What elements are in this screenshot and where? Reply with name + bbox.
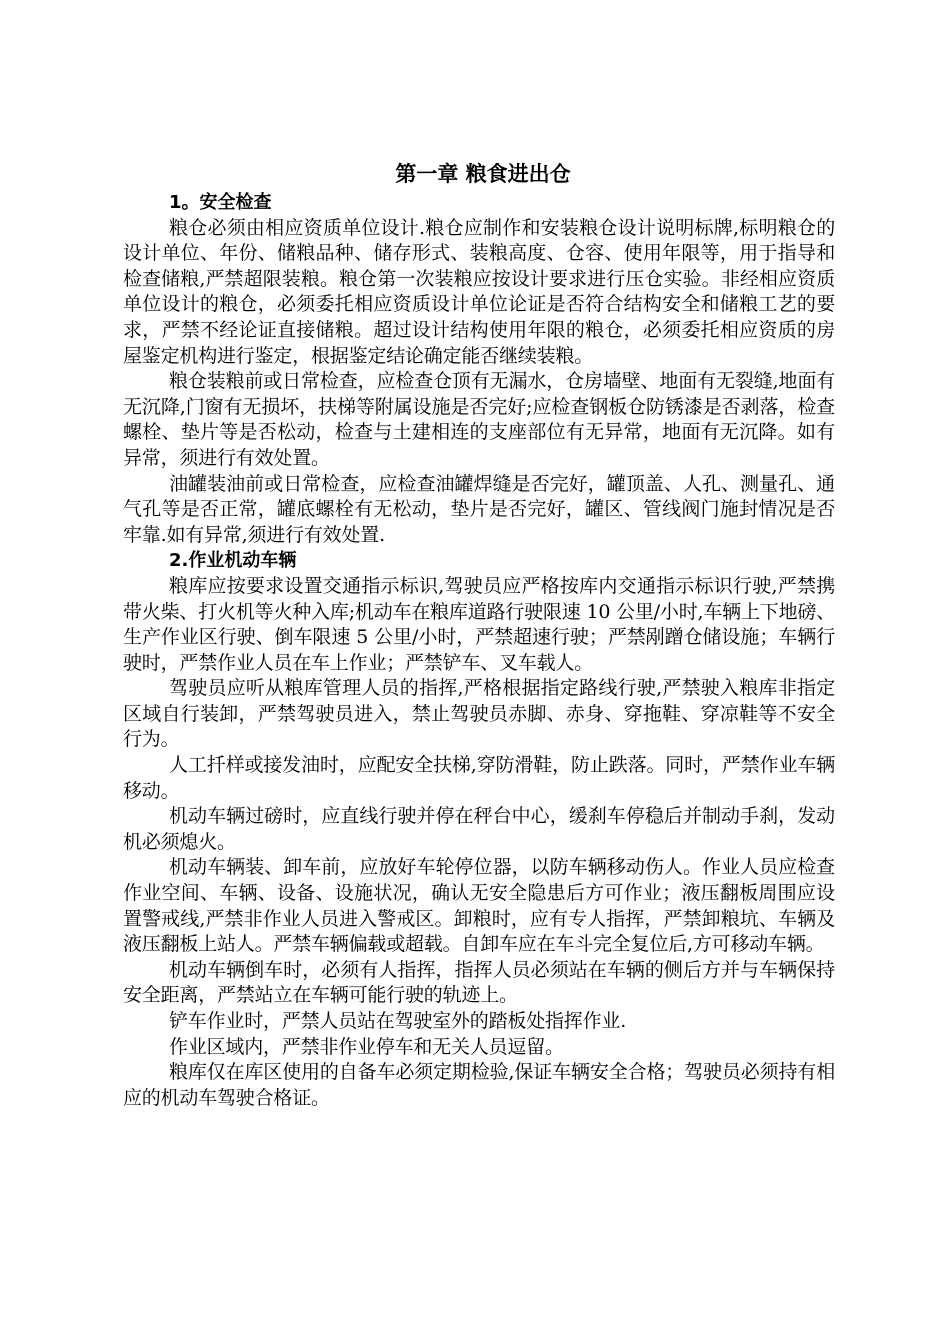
section-safety-check: [123, 190, 835, 548]
paragraph: 油罐装油前或日常检查，应检查油罐焊缝是否完好，罐顶盖、人孔、测量孔、通气孔等是否正常，罐底螺栓有无松动，垫片是否完好，罐区、管线阀门施封情况是否牢靠.如有异常,须进行有效处置.: [123, 472, 835, 546]
document-page: [123, 158, 835, 1111]
paragraph: 作业区域内，严禁非作业停车和无关人员逗留。: [169, 1035, 564, 1058]
chapter-title: 第一章 粮食进出仓: [395, 162, 571, 186]
paragraph: 粮仓装粮前或日常检查，应检查仓顶有无漏水，仓房墙壁、地面有无裂缝,地面有无沉降,门窗有无损坏，扶梯等附属设施是否完好;应检查钢板仓防锈漆是否剥落，检查螺栓、垫片等是否松动，检查与土建相连的支座部位有无异常，地面有无沉降。如有异常，须进行有效处置。: [123, 370, 835, 469]
section-heading: 2.作业机动车辆: [169, 550, 297, 572]
paragraph: 机动车辆装、卸车前，应放好车轮停位器，以防车辆移动伤人。作业人员应检查作业空间、车辆、设备、设施状况，确认无安全隐患后方可作业；液压翻板周围应设置警戒线,严禁非作业人员进入警戒区。卸粮时，应有专人指挥，严禁卸粮坑、车辆及液压翻板上站人。严禁车辆偏载或超载。自卸车应在车斗完全复位后,方可移动车辆。: [123, 856, 835, 956]
paragraph: 铲车作业时，严禁人员站在驾驶室外的踏板处指挥作业.: [169, 1010, 627, 1032]
paragraph: 驾驶员应听从粮库管理人员的指挥,严格根据指定路线行驶,严禁驶入粮库非指定区域自行装卸，严禁驾驶员进入，禁止驾驶员赤脚、赤身、穿拖鞋、穿凉鞋等不安全行为。: [123, 677, 835, 751]
paragraph: 机动车辆倒车时，必须有人指挥，指挥人员必须站在车辆的侧后方并与车辆保持安全距离，严禁站立在车辆可能行驶的轨迹上。: [123, 958, 835, 1007]
section-heading: 1。安全检查: [169, 192, 272, 213]
paragraph: 粮仓必须由相应资质单位设计.粮仓应制作和安装粮仓设计说明标牌,标明粮仓的设计单位、年份、储粮品种、储存形式、装粮高度、仓容、使用年限等，用于指导和检查储粮,严禁超限装粮。粮仓第一次装粮应按设计要求进行压仓实验。非经相应资质单位设计的粮仓，必须委托相应资质设计单位论证是否符合结构安全和储粮工艺的要求，严禁不经论证直接储粮。超过设计结构使用年限的粮仓，必须委托相应资质的房屋鉴定机构进行鉴定，根据鉴定结论确定能否继续装粮。: [123, 216, 835, 367]
paragraph: 粮库仅在库区使用的自备车必须定期检验,保证车辆安全合格；驾驶员必须持有相应的机动车驾驶合格证。: [123, 1061, 835, 1109]
paragraph: 人工扦样或接发油时，应配安全扶梯,穿防滑鞋，防止跌落。同时，严禁作业车辆移动。: [123, 754, 835, 802]
paragraph: 机动车辆过磅时，应直线行驶并停在秤台中心，缓刹车停稳后并制动手刹，发动机必须熄火。: [123, 805, 835, 853]
section-motor-vehicles: [123, 548, 835, 1111]
paragraph: 粮库应按要求设置交通指示标识,驾驶员应严格按库内交通指示标识行驶,严禁携带火柴、打火机等火种入库;机动车在粮库道路行驶限速 10 公里/小时,车辆上下地磅、生产作业区行驶、倒车限速 5 公里/小时，严禁超速行驶；严禁剐蹭仓储设施；车辆行驶时，严禁作业人员在车上作业；严禁铲车、叉车载人。: [123, 574, 835, 674]
